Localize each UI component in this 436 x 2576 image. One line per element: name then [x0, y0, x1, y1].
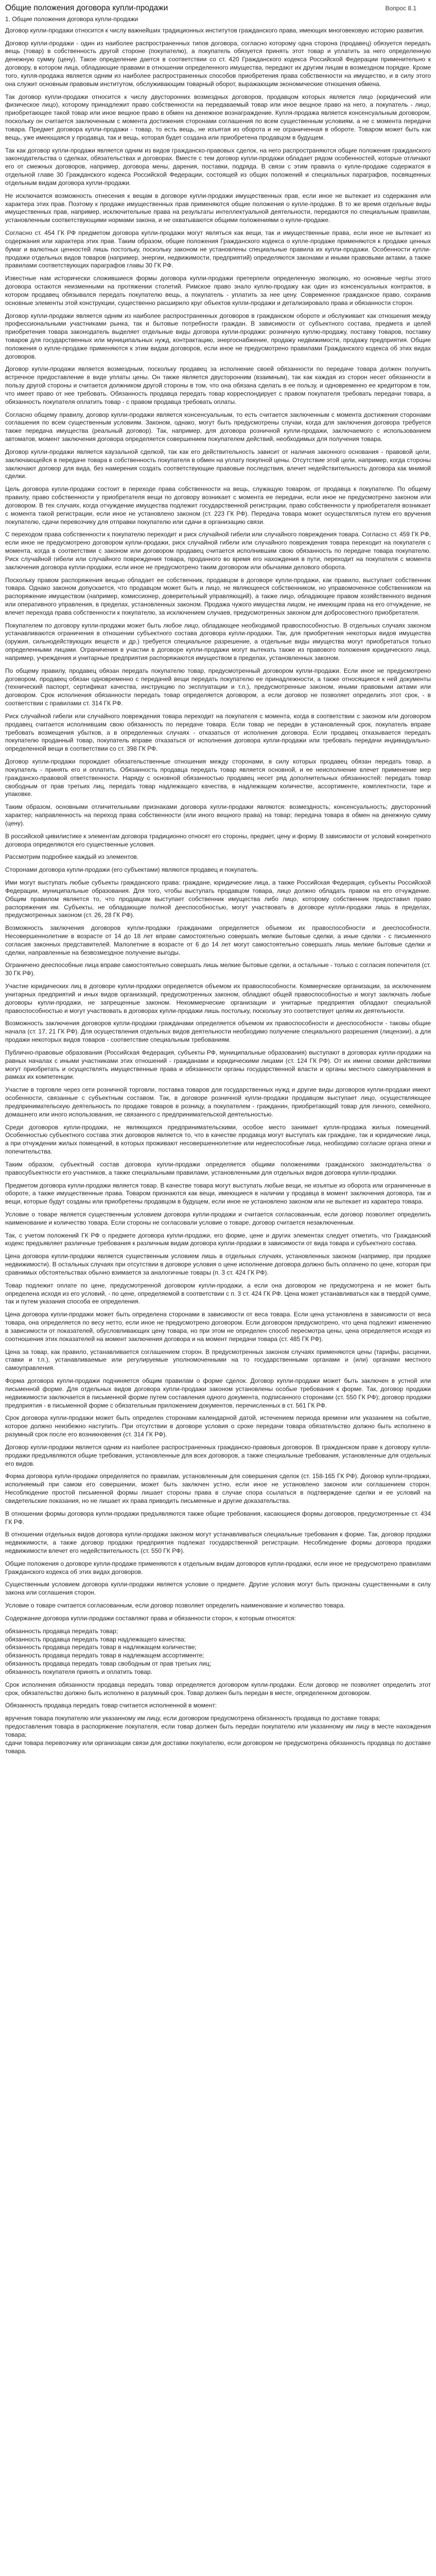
paragraph: Так как договор купли-продажи является одним из видов гражданско-правовых сделок, на него распространяются общие положения гражданского законодательства о сделках, обязательствах и договорах. Вместе с тем договор купли-продажи обладает рядом особенностей, которые отличают его от смежных договоров, например, договора мены, дарения, поставки, подряда. В связи с этим правила о купле-продаже содержатся в отдельной главе 30 Гражданского кодекса Российской Федерации, состоящей из общих положений и специальных параграфов, посвященных отдельным видам договора купли-продажи.	[5, 146, 431, 187]
paragraph: Условие о товаре является существенным условием договора купли-продажи и считается согласованным, если договор позволяет определить наименование и количество товара. Если стороны не согласовали условие о товаре, договор считается незаключенным.	[5, 1211, 431, 1226]
paragraph: Договор купли-продажи является одним из наиболее распространенных гражданско-правовых договоров. В гражданском праве к договору купли-продажи предъявляются общие требования, установленные для всех договоров, а также специальные требования, установленные для отдельных его видов.	[5, 1443, 431, 1467]
document-header	[5, 3, 431, 13]
paragraph: Существенным условием договора купли-продажи является условие о предмете. Другие условия могут быть признаны существенными в силу закона или соглашения сторон.	[5, 1581, 431, 1597]
paragraph: Договор купли-продажи порождает обязательственные отношения между сторонами, в силу которых продавец обязан передать товар, а покупатель - принять его и оплатить. Обязанность продавца передать товар является основной, и ее неисполнение влечет применение мер гражданско-правовой ответственности. Наряду с основной обязанностью продавец несет ряд дополнительных обязанностей: передать товар свободным от прав третьих лиц, передать товар надлежащего качества, в надлежащем количестве, ассортименте, комплектности, таре и упаковке.	[5, 758, 431, 798]
paragraph: Не исключается возможность отнесения к вещам в договоре купли-продажи имущественных прав, если иное не вытекает из содержания или характера этих прав. Поэтому к продаже имущественных прав применяются общие положения о купле-продаже. В то же время отдельные виды имущественных прав, например, исключительные права на результаты интеллектуальной деятельности, передаются по специальным правилам, установленным соответствующими нормами закона, и не охватываются общими положениями о купле-продаже.	[5, 192, 431, 224]
section-heading: 1. Общие положения договора купли-продажи	[5, 15, 138, 23]
paragraph: Сторонами договора купли-продажи (его субъектами) являются продавец и покупатель.	[5, 866, 259, 874]
paragraph: Согласно общему правилу, договор купли-продажи является консенсуальным, то есть считается заключенным с момента достижения сторонами соглашения по всем существенным условиям. Законом, однако, могут быть предусмотрены случаи, когда для заключения договора требуется также передача имущества (реальный договор). Так, например, для договора розничной купли-продажи, заключаемого с использованием автоматов, момент заключения договора определяется совершением покупателем действий, необходимых для получения товара.	[5, 411, 431, 443]
paragraph: Договор купли-продажи является возмездным, поскольку продавец за исполнение своей обязанности по передаче товара должен получить встречное предоставление в виде уплаты цены. Он также является двусторонним (взаимным), так как каждая из сторон несет обязанности в пользу другой стороны и считается должником другой стороны в том, что она обязана сделать в ее пользу, и одновременно ее кредитором в том, что имеет право от нее требовать. Обязанность продавца передать товар корреспондирует с правом покупателя требовать передачи товара, а обязанность покупателя оплатить товар - с правом продавца требовать оплаты.	[5, 365, 431, 405]
paragraph: Так договор купли-продажи относится к числу двусторонних возмездных договоров, продавцом которых является лицо (юридический или физическое лицо), которому принадлежит право собственности на передаваемый товар или иное вещное право на него, а покупатель - лицо, приобретающее такой товар или иное вещное право в обмен на денежное вознаграждение. Купля-продажа является консенсуальным договором, поскольку он считается заключенным с момента достижения сторонами соглашения по всем существенным условиям, а не с момента передачи товара. Предмет договора купли-продажи - товар, то есть вещь, не изъятая из оборота и не ограниченная в обороте. Товаром может быть как вещь, уже имеющаяся у продавца, так и вещь, которая будет создана или приобретена продавцом в будущем.	[5, 93, 431, 141]
paragraph: Форма договора купли-продажи определяется по правилам, установленным для совершения сделок (ст. 158-165 ГК РФ). Договор купли-продажи, исполняемый при самом его совершении, может быть заключен устно, если иное не установлено законом или соглашением сторон. Несоблюдение простой письменной формы лишает стороны права в случае спора ссылаться в подтверждение сделки и ее условий на свидетельские показания, но не лишает их права приводить письменные и другие доказательства.	[5, 1472, 431, 1504]
paragraph: Участие в торговле через сети розничной торговли, поставка товаров для государственных нужд и другие виды договоров купли-продажи имеют особенности, связанные с субъектным составом. Так, в договоре розничной купли-продажи продавцом выступает лицо, осуществляющее предпринимательскую деятельность по продаже товаров в розницу, а покупателем - гражданин, приобретающий товар для личного, семейного, домашнего или иного использования, не связанного с предпринимательской деятельностью.	[5, 1086, 431, 1118]
paragraph: Общие положения о договоре купли-продаже применяются к отдельным видам договоров купли-продажи, если иное не предусмотрено правилами Гражданского кодекса об этих видах договоров.	[5, 1560, 431, 1575]
paragraph: С переходом права собственности к покупателю переходит и риск случайной гибели или случайного повреждения товара. Согласно ст. 459 ГК РФ, если иное не предусмотрено договором купли-продажи, риск случайной гибели или случайного повреждения товара переходит на покупателя с момента, когда в соответствии с законом или договором продавец считается исполнившим свою обязанность по передаче товара покупателю. Риск случайной гибели или случайного повреждения товара, проданного во время его нахождения в пути, переходит на покупателя с момента заключения договора купли-продажи, если иное не предусмотрено таким договором или обычаями делового оборота.	[5, 531, 431, 571]
paragraph: Ими могут выступать любые субъекты гражданского права: граждане, юридические лица, а также Российская Федерация, субъекты Российской Федерации, муниципальные образования. Для того, чтобы выступать продавцом товара, лицо должно обладать правом на его отчуждение. Общим правилом является то, что продавцом выступает собственник имущества либо лицо, которому собственник предоставил право распоряжения им. Субъекты, не обладающие полной дееспособностью, могут участвовать в договоре купли-продажи лишь в пределах, предусмотренных законом (ст. 26, 28 ГК РФ).	[5, 879, 431, 919]
paragraph: По общему правилу, продавец обязан передать покупателю товар, предусмотренный договором купли-продажи. Если иное не предусмотрено договором, продавец обязан одновременно с передачей вещи передать покупателю ее принадлежности, а также относящиеся к ней документы (технический паспорт, сертификат качества, инструкцию по эксплуатации и т.п.), предусмотренные законом, иными правовыми актами или договором. Срок исполнения обязанности передать товар определяется договором, а если договор не позволяет определить этот срок, - в соответствии с правилами ст. 314 ГК РФ.	[5, 667, 431, 707]
paragraph: Срок исполнения обязанности продавца передать товар определяется договором купли-продажи. Если договор не позволяет определить этот срок, обязательство должно быть исполнено в разумный срок. Товар должен быть передан в месте, определенном договором.	[5, 1681, 431, 1697]
paragraph: Поскольку правом распоряжения вещью обладает ее собственник, продавцом в договоре купли-продажи, как правило, выступает собственник товара. Однако законом допускается, что продавцом может быть и лицо, не являющееся собственником, но управомоченное собственником на распоряжение имуществом (например, комиссионер, доверительный управляющий), а также лицо, обладающее правом хозяйственного ведения или оперативного управления, в пределах, установленных законом. Продажа чужого имущества лицом, не имеющим права на его отчуждение, не влечет перехода права собственности к покупателю, за исключением случаев, предусмотренных законом для добросовестного приобретателя.	[5, 576, 431, 616]
paragraph: Цена договора купли-продажи может быть определена сторонами в зависимости от веса товара. Если цена установлена в зависимости от веса товара, она определяется по весу нетто, если иное не предусмотрено договором. Если договором предусмотрено, что цена подлежит изменению в зависимости от показателей, обусловливающих цену товара, но при этом не определен способ пересмотра цены, цена определяется исходя из соотношения этих показателей на момент заключения договора и на момент передачи товара (ст. 485 ГК РФ).	[5, 1311, 431, 1343]
paragraph: Рассмотрим подробнее каждый из элементов.	[5, 853, 139, 861]
paragraph: вручения товара покупателю или указанному им лицу, если договором предусмотрена обязанность продавца по доставке товара; предоставления товара в распоряжение покупателя, если товар должен быть передан покупателю или указанному им лицу в месте нахождения товара; сдачи товара перевозчику или организации связи для доставки покупателю, если договором не предусмотрена обязанность продавца по доставке товара.	[5, 1715, 431, 1755]
paragraph: Публично-правовые образования (Российская Федерация, субъекты РФ, муниципальные образования) выступают в договорах купли-продажи на равных началах с иными участниками этих отношений - гражданами и юридическими лицами (ст. 124 ГК РФ). От их имени своими действиями могут приобретать и осуществлять имущественные права и обязанности органы государственной власти и органы местного самоуправления в рамках их компетенции.	[5, 1048, 431, 1081]
paragraph: Предметом договора купли-продажи является товар. В качестве товара могут выступать любые вещи, не изъятые из оборота или ограниченные в обороте, а также имущественные права. Товаром признаются как вещи, имеющиеся в наличии у продавца в момент заключения договора, так и вещи, которые будут созданы или приобретены продавцом в будущем, если иное не установлено законом или не вытекает из характера товара.	[5, 1181, 431, 1206]
paragraph: Обязанность продавца передать товар считается исполненной в момент:	[5, 1702, 217, 1709]
paragraph: Товар подлежит оплате по цене, предусмотренной договором купли-продажи, а если она договором не предусмотрена и не может быть определена исходя из его условий, - по цене, определяемой в соответствии с п. 3 ст. 424 ГК РФ. Цена может устанавливаться как в твердой сумме, так и путем указания способа ее определения.	[5, 1281, 431, 1306]
paragraph: Участие юридических лиц в договоре купли-продажи определяется объемом их правоспособности. Коммерческие организации, за исключением унитарных предприятий и иных видов организаций, предусмотренных законом, обладают общей правоспособностью и могут заключать любые договоры купли-продажи, не запрещенные законом. Некоммерческие организации и унитарные предприятия обладают специальной правоспособностью и могут участвовать в договорах купли-продажи лишь постольку, поскольку это соответствует целям их деятельности.	[5, 982, 431, 1014]
paragraph: Риск случайной гибели или случайного повреждения товара переходит на покупателя с момента, когда в соответствии с законом или договором продавец считается исполнившим свою обязанность по передаче товара. Если товар не передан в установленный срок, покупатель вправе требовать возмещения убытков, а в определенных случаях - отказаться от исполнения договора. Если продавец отказывается передать покупателю проданный товар, покупатель вправе отказаться от исполнения договора купли-продажи или требовать передачи индивидуально-определенной вещи в соответствии со ст. 398 ГК РФ.	[5, 712, 431, 753]
paragraph: Так, с учетом положений ГК РФ о предмете договора купли-продажи, его форме, цене и других элементах следует отметить, что Гражданский кодекс предъявляет различные требования к различным видам договора купли-продажи в зависимости от вида товара и субъектного состава.	[5, 1231, 431, 1247]
paragraph: В отношении формы договора купли-продажи предъявляются также общие требования, касающиеся формы договоров, предусмотренные ст. 434 ГК РФ.	[5, 1510, 431, 1526]
paragraph: Таким образом, субъектный состав договора купли-продажи определяется общими положениями гражданского законодательства о правосубъектности его участников, а также специальными правилами, установленными для отдельных видов договора купли-продажи.	[5, 1160, 431, 1176]
paragraph: Срок договора купли-продажи может быть определен сторонами календарной датой, истечением периода времени или указанием на событие, которое должно неизбежно наступить. При отсутствии в договоре условия о сроке передачи товара обязательство должно быть исполнено в разумный срок после его возникновения (ст. 314 ГК РФ).	[5, 1414, 431, 1438]
paragraph: Условие о товаре считается согласованным, если договор позволяет определить наименование и количество товара.	[5, 1602, 345, 1609]
paragraph: Цена за товар, как правило, устанавливается соглашением сторон. В предусмотренных законом случаях применяются цены (тарифы, расценки, ставки и т.п.), устанавливаемые или регулируемые уполномоченными на то государственными органами и (или) органами местного самоуправления.	[5, 1348, 431, 1372]
paragraph: Договор купли-продажи относится к числу важнейших традиционных институтов гражданского права, имеющих многовековую историю развития.	[5, 26, 425, 34]
document-body	[5, 27, 431, 1756]
ticket-number: Вопрос 8.1	[385, 5, 416, 12]
paragraph: Среди договоров купли-продажи, не являющихся предпринимательскими, особое место занимает купля-продажа жилых помещений. Особенностью субъектного состава этих договоров является то, что в качестве продавца могут выступать как граждане, так и юридические лица, а при отчуждении жилых помещений, в которых проживают несовершеннолетние или недееспособные лица, необходимо согласие органа опеки и попечительства.	[5, 1123, 431, 1156]
paragraph: Цель договора купли-продажи состоит в переходе права собственности на вещь, служащую товаром, от продавца к покупателю. По общему правилу, право собственности у приобретателя вещи по договору возникает с момента ее передачи, если иное не предусмотрено законом или договором. В тех случаях, когда отчуждение имущества подлежит государственной регистрации, право собственности у приобретателя возникает с момента такой регистрации, если иное не установлено законом (ст. 223 ГК РФ). Передача товара может осуществляться путем его вручения покупателю, сдачи перевозчику для отправки покупателю или сдачи в организацию связи.	[5, 485, 431, 526]
paragraph: Таким образом, основными отличительными признаками договора купли-продажи являются: возмездность; консенсуальность; двусторонний характер; направленность на переход права собственности (или иного вещного права) на товар; передача товара в обмен на денежную сумму (цену).	[5, 803, 431, 827]
paragraph: В отношении отдельных видов договора купли-продажи законом могут устанавливаться специальные требования к форме. Так, договор продажи недвижимости, а также договор продажи предприятия подлежат государственной регистрации. Несоблюдение формы договора продажи недвижимости влечет его недействительность (ст. 550 ГК РФ).	[5, 1531, 431, 1554]
document-title: Общие положения договора купли-продажи	[5, 4, 168, 12]
paragraph: Договор купли-продажи является одним из наиболее распространенных договоров в гражданском обороте и обслуживает как отношения между профессиональными участниками рынка, так и бытовые потребности граждан. В зависимости от субъектного состава, предмета и целей приобретения товара законодатель выделяет отдельные виды договора купли-продажи: розничную куплю-продажу, поставку товаров, поставку товаров для государственных или муниципальных нужд, контрактацию, энергоснабжение, продажу недвижимости, продажу предприятия. Общие положения о купле-продаже применяются к этим видам договоров, если иное не предусмотрено правилами Гражданского кодекса об этих видах договоров.	[5, 312, 431, 360]
paragraph: Известные нам исторически сложившиеся формы договора купли-продажи претерпели определенную эволюцию, но основные черты этого договора остаются неизменными на протяжении столетий. Римское право знало куплю-продажу как один из консенсуальных контрактов, в котором продавец обязывался передать покупателю вещь, а покупатель - уплатить за нее цену. Современное гражданское право, сохранив основные элементы этой конструкции, существенно расширило круг объектов купли-продажи и детализировало права и обязанности сторон.	[5, 275, 431, 307]
paragraph: обязанность продавца передать товар; обязанность продавца передать товар надлежащего качества; обязанность продавца передать товар в надлежащем количестве; обязанность продавца передать товар в надлежащем ассортименте; обязанность продавца передать товар свободным от прав третьих лиц; обязанность покупателя принять и оплатить товар.	[5, 1627, 212, 1675]
paragraph: Цена договора купли-продажи является существенным условием лишь в отдельных случаях, установленных законом (например, при продаже недвижимости). В остальных случаях при отсутствии в договоре условия о цене исполнение договора должно быть оплачено по цене, которая при сравнимых обстоятельствах обычно взимается за аналогичные товары (п. 3 ст. 424 ГК РФ).	[5, 1252, 431, 1276]
paragraph: Форма договора купли-продажи подчиняется общим правилам о форме сделок. Договор купли-продажи может быть заключен в устной или письменной форме. Для отдельных видов договора купли-продажи законом установлены особые требования к форме. Так, договор продажи недвижимости заключается в письменной форме путем составления одного документа, подписанного сторонами (ст. 550 ГК РФ); договор продажи предприятия - в письменной форме с обязательным приложением документов, перечисленных в ст. 561 ГК РФ.	[5, 1377, 431, 1409]
paragraph: Договор купли-продажи - один из наиболее распространенных типов договора, согласно которому одна сторона (продавец) обязуется передать вещь (товар) в собственность другой стороне (покупателю), а покупатель обязуется принять этот товар и уплатить за него определенную денежную сумму (цену). Такое определение дается в соответствии со ст. 420 Гражданского кодекса Российской Федерации применительно к договору, в котором лица, обладающие правами в отношении определенного имущества, передают их другим лицам в возмездном порядке. Кроме того, купля-продажа является одним из наиболее распространенных способов приобретения права собственности на имущество, и в силу этого она служит основным правовым институтом, обслуживающим товарный оборот, выражающим экономические отношения обмена.	[5, 39, 431, 88]
paragraph: Содержание договора купли-продажи составляют права и обязанности сторон, к которым относятся:	[5, 1614, 296, 1622]
paragraph: Возможность заключения договоров купли-продажи гражданами определяется объемом их правоспособности и дееспособности - таковы общие начала (ст. 17, 21 ГК РФ). Для осуществления отдельных видов деятельности необходимо получение специального разрешения (лицензии), а для продажи некоторых видов товаров - соответствие специальным требованиям.	[5, 1020, 431, 1044]
paragraph: Возможность заключения договоров купли-продажи гражданами определяется объемом их правоспособности и дееспособности. Несовершеннолетние в возрасте от 14 до 18 лет вправе самостоятельно совершать мелкие бытовые сделки, а иные сделки - с письменного согласия законных представителей. Малолетние в возрасте от 6 до 14 лет могут самостоятельно совершать лишь мелкие бытовые сделки и сделки, направленные на безвозмездное получение выгоды.	[5, 924, 431, 956]
paragraph: Ограничено дееспособные лица вправе самостоятельно совершать лишь мелкие бытовые сделки, а остальные - только с согласия попечителя (ст. 30 ГК РФ).	[5, 961, 431, 977]
paragraph: Договор купли-продажи является каузальной сделкой, так как его действительность зависит от наличия законного основания - правовой цели, заключающейся в передаче товара в собственность покупателя в обмен на уплату покупной цены. Отсутствие этой цели, например, когда стороны заключают договор для вида, без намерения создать соответствующие правовые последствия, влечет недействительность договора как мнимой сделки.	[5, 448, 431, 480]
paragraph: Покупателем по договору купли-продажи может быть любое лицо, обладающее необходимой правоспособностью. В отдельных случаях законом устанавливаются ограничения в отношении субъектного состава договора купли-продажи. Так, для приобретения некоторых видов имущества (оружия, сильнодействующих веществ и др.) требуется специальное разрешение, а отдельные виды имущества могут приобретаться только определенными лицами. Ограничения в участии в договоре купли-продажи могут вытекать также из правового положения юридического лица, например, учреждения и унитарные предприятия распоряжаются имуществом в пределах, установленных законом.	[5, 621, 431, 662]
paragraph: Согласно ст. 454 ГК РФ предметом договора купли-продажи могут являться как вещи, так и имущественные права, если иное не вытекает из содержания или характера этих прав. Таким образом, общие положения Гражданского кодекса о купле-продаже применяются к продаже ценных бумаг и валютных ценностей лишь постольку, поскольку законом не установлены специальные правила их купли-продажи. Особенности купли-продажи отдельных видов товаров (например, энергии, недвижимости, предприятий) определяются законами и иными правовыми актами, а также правилами соответствующих параграфов главы 30 ГК РФ.	[5, 229, 431, 269]
paragraph: В российской цивилистике к элементам договора традиционно относят его стороны, предмет, цену и форму. В зависимости от условий конкретного договора определяются его существенные условия.	[5, 832, 431, 848]
